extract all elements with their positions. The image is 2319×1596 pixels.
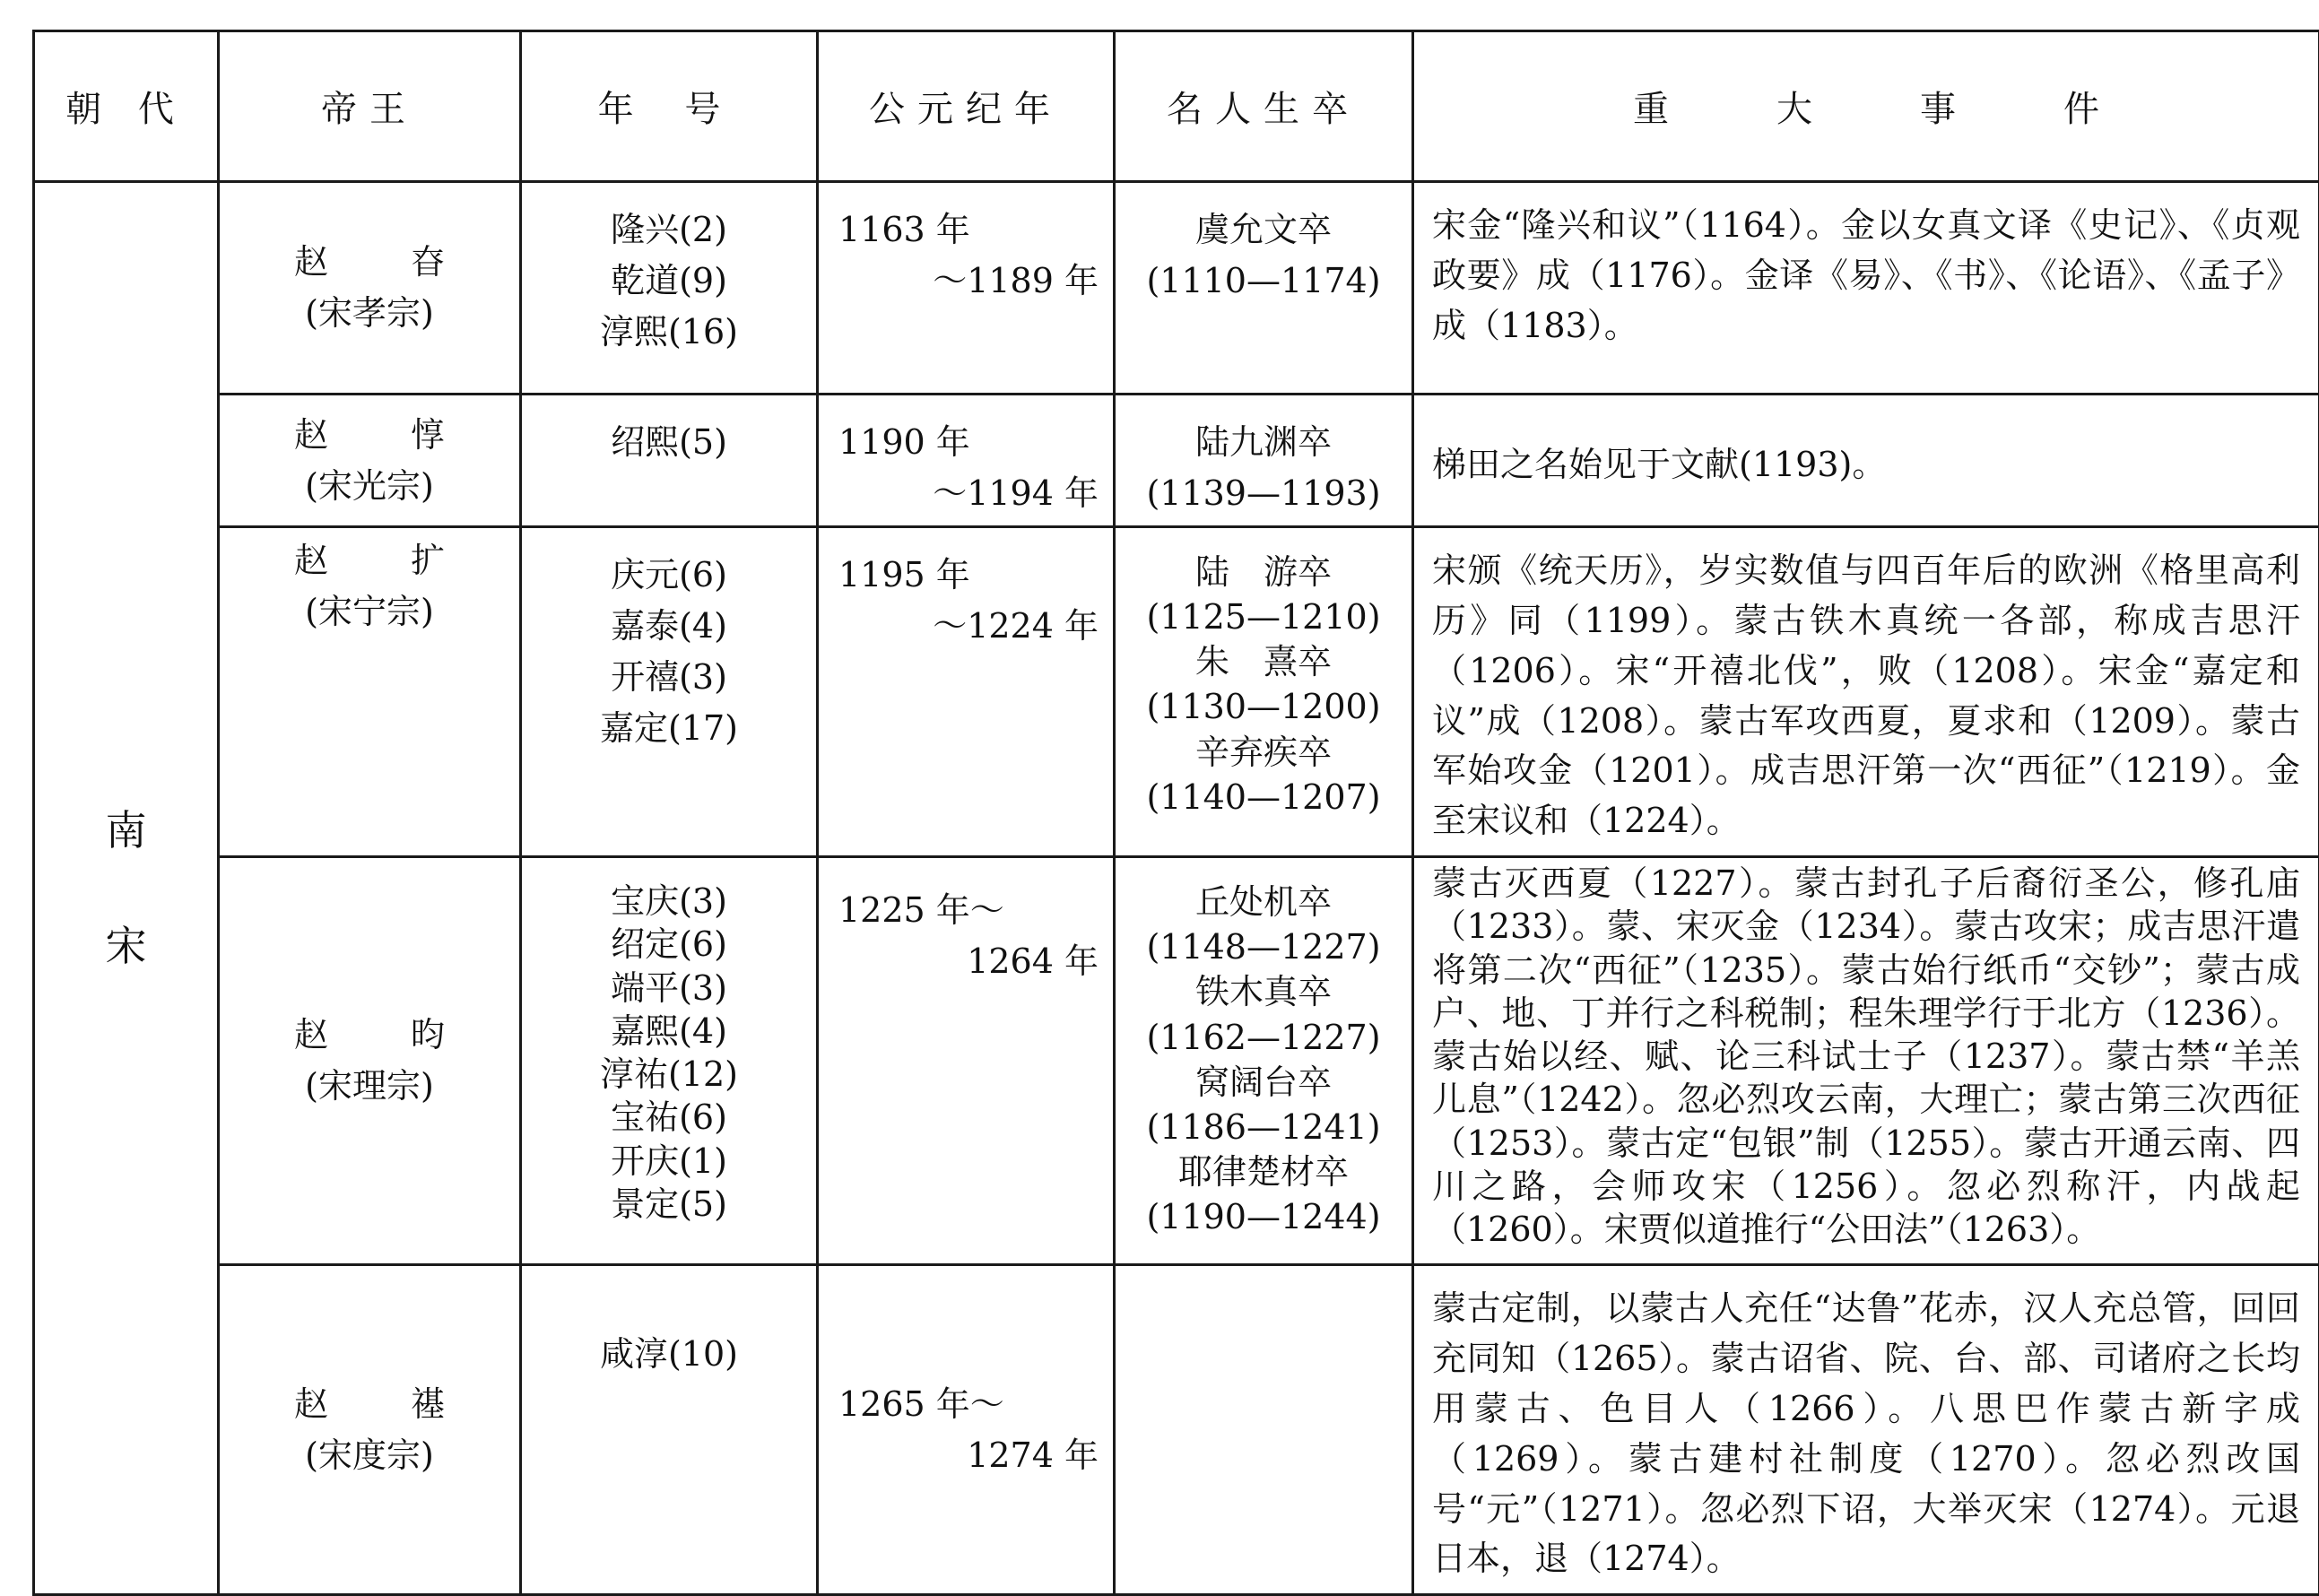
header-emperor: 帝王 [219,31,521,182]
table-row [34,395,2319,527]
header-era-name: 年 号 [521,31,818,182]
temple-name: (宋宁宗) [220,586,519,638]
notable-name: 辛弃疾卒 [1116,730,1411,775]
table-row [34,857,2319,1265]
notable-dates: (1148—1227) [1116,924,1411,969]
dynasty-cell [34,182,219,1595]
table-row [34,1265,2319,1595]
emperor-name: 赵 禥 [256,1379,519,1430]
era-cell [521,395,818,527]
notable-name: 丘处机卒 [1116,880,1411,924]
notable-dates: (1186—1241) [1116,1105,1411,1149]
notables-cell [1115,527,1413,857]
era-item: 淳祐(12) [522,1053,816,1096]
notables-cell [1115,1265,1413,1595]
header-events-char: 重 [1633,81,1669,132]
era-item: 淳熙(16) [522,307,816,358]
notable-dates: (1162—1227) [1116,1015,1411,1060]
era-item: 开禧(3) [522,652,816,703]
table-row [34,527,2319,857]
emperor-name: 赵 惇 [256,410,519,461]
events-cell: 宋颁《统天历》，岁实数值与四百年后的欧洲《格里高利历》同（1199）。蒙古铁木真统一各部，称成吉思汗（1206）。宋“开禧北伐”，败（1208）。宋金“嘉定和议”成（1208）。蒙古军攻西夏，夏求和（1209）。蒙古军始攻金（1201）。成吉思汗第一次“西征”（1219）。金至宋议和（1224）。 [1413,527,2319,857]
header-events [1413,31,2319,182]
era-cell [521,857,818,1265]
notable-name: 陆九渊卒 [1116,417,1411,468]
notable-dates: (1130—1200) [1116,684,1411,729]
notable-name: 铁木真卒 [1116,969,1411,1014]
notable-name: 窝阔台卒 [1116,1060,1411,1105]
header-events-char: 事 [1920,81,1956,132]
year-start: 1190 年 [838,417,1113,468]
notables-cell [1115,857,1413,1265]
notable-name: 陆 游卒 [1116,550,1411,594]
header-row [34,31,2319,182]
years-cell [818,395,1115,527]
dynasty-char: 宋 [35,915,217,977]
year-end: ～1224 年 [838,601,1113,652]
era-item: 宝祐(6) [522,1096,816,1139]
emperor-name: 赵 昀 [256,1010,519,1061]
era-item: 庆元(6) [522,550,816,601]
era-item: 端平(3) [522,967,816,1010]
notables-cell [1115,395,1413,527]
era-item: 嘉熙(4) [522,1010,816,1053]
emperor-name: 赵 扩 [256,535,519,586]
era-cell [521,527,818,857]
chronology-table [32,30,2319,1596]
temple-name: (宋孝宗) [220,288,519,339]
era-item: 绍熙(5) [522,417,816,468]
notable-dates: (1140—1207) [1116,775,1411,820]
era-item: 宝庆(3) [522,880,816,923]
events-cell: 宋金“隆兴和议”（1164）。金以女真文译《史记》、《贞观政要》成（1176）。金译《易》、《书》、《论语》、《孟子》成（1183）。 [1413,182,2319,395]
notables-cell [1115,182,1413,395]
year-start: 1163 年 [838,204,1113,256]
emperor-cell [219,395,521,527]
era-item: 景定(5) [522,1183,816,1226]
era-item: 嘉定(17) [522,703,816,754]
temple-name: (宋度宗) [220,1430,519,1481]
era-cell [521,182,818,395]
year-start: 1265 年～ [838,1379,1113,1430]
emperor-cell [219,527,521,857]
events-cell: 蒙古定制，以蒙古人充任“达鲁”花赤，汉人充总管，回回充同知（1265）。蒙古诏省、院、台、部、司诸府之长均用蒙古、色目人（1266）。八思巴作蒙古新字成（1269）。蒙古建村社制度（1270）。忽必烈改国号“元”（1271）。忽必烈下诏，大举灭宋（1274）。元退日本，退（1274）。 [1413,1265,2319,1595]
header-dynasty: 朝 代 [34,31,219,182]
year-start: 1195 年 [838,550,1113,601]
notable-dates: (1190—1244) [1116,1194,1411,1239]
temple-name: (宋理宗) [220,1061,519,1112]
header-events-char: 件 [2063,81,2099,132]
dynasty-char: 南 [35,800,217,862]
era-cell [521,1265,818,1595]
year-end: ～1189 年 [838,256,1113,307]
emperor-cell [219,1265,521,1595]
years-cell [818,1265,1115,1595]
emperor-cell [219,857,521,1265]
era-item: 开庆(1) [522,1140,816,1183]
notable-dates: (1110—1174) [1116,256,1411,307]
notable-name: 耶律楚材卒 [1116,1149,1411,1194]
years-cell [818,857,1115,1265]
year-end: 1264 年 [838,936,1113,987]
events-cell: 梯田之名始见于文献(1193)。 [1413,395,2319,527]
years-cell [818,527,1115,857]
header-ad-years: 公元纪年 [818,31,1115,182]
era-item: 绍定(6) [522,923,816,966]
year-end: 1274 年 [838,1430,1113,1481]
header-events-char: 大 [1776,81,1812,132]
years-cell [818,182,1115,395]
notable-name: 虞允文卒 [1116,204,1411,256]
header-notables: 名人生卒 [1115,31,1413,182]
era-item: 嘉泰(4) [522,601,816,652]
table-row [34,182,2319,395]
events-cell: 蒙古灭西夏（1227）。蒙古封孔子后裔衍圣公，修孔庙（1233）。蒙、宋灭金（1234）。蒙古攻宋；成吉思汗遣将第二次“西征”（1235）。蒙古始行纸币“交钞”；蒙古成户、地、丁并行之科税制；程朱理学行于北方（1236）。蒙古始以经、赋、论三科试士子（1237）。蒙古禁“羊羔儿息”（1242）。忽必烈攻云南，大理亡；蒙古第三次西征（1253）。蒙古定“包银”制（1255）。蒙古开通云南、四川之路，会师攻宋（1256）。忽必烈称汗，内战起（1260）。宋贾似道推行“公田法”（1263）。 [1413,857,2319,1265]
year-start: 1225 年～ [838,885,1113,936]
emperor-cell [219,182,521,395]
temple-name: (宋光宗) [220,461,519,512]
notable-dates: (1125—1210) [1116,594,1411,639]
year-end: ～1194 年 [838,468,1113,519]
era-item: 咸淳(10) [522,1329,816,1380]
era-item: 隆兴(2) [522,204,816,256]
notable-dates: (1139—1193) [1116,468,1411,519]
emperor-name: 赵 昚 [256,237,519,288]
era-item: 乾道(9) [522,256,816,307]
notable-name: 朱 熹卒 [1116,639,1411,684]
